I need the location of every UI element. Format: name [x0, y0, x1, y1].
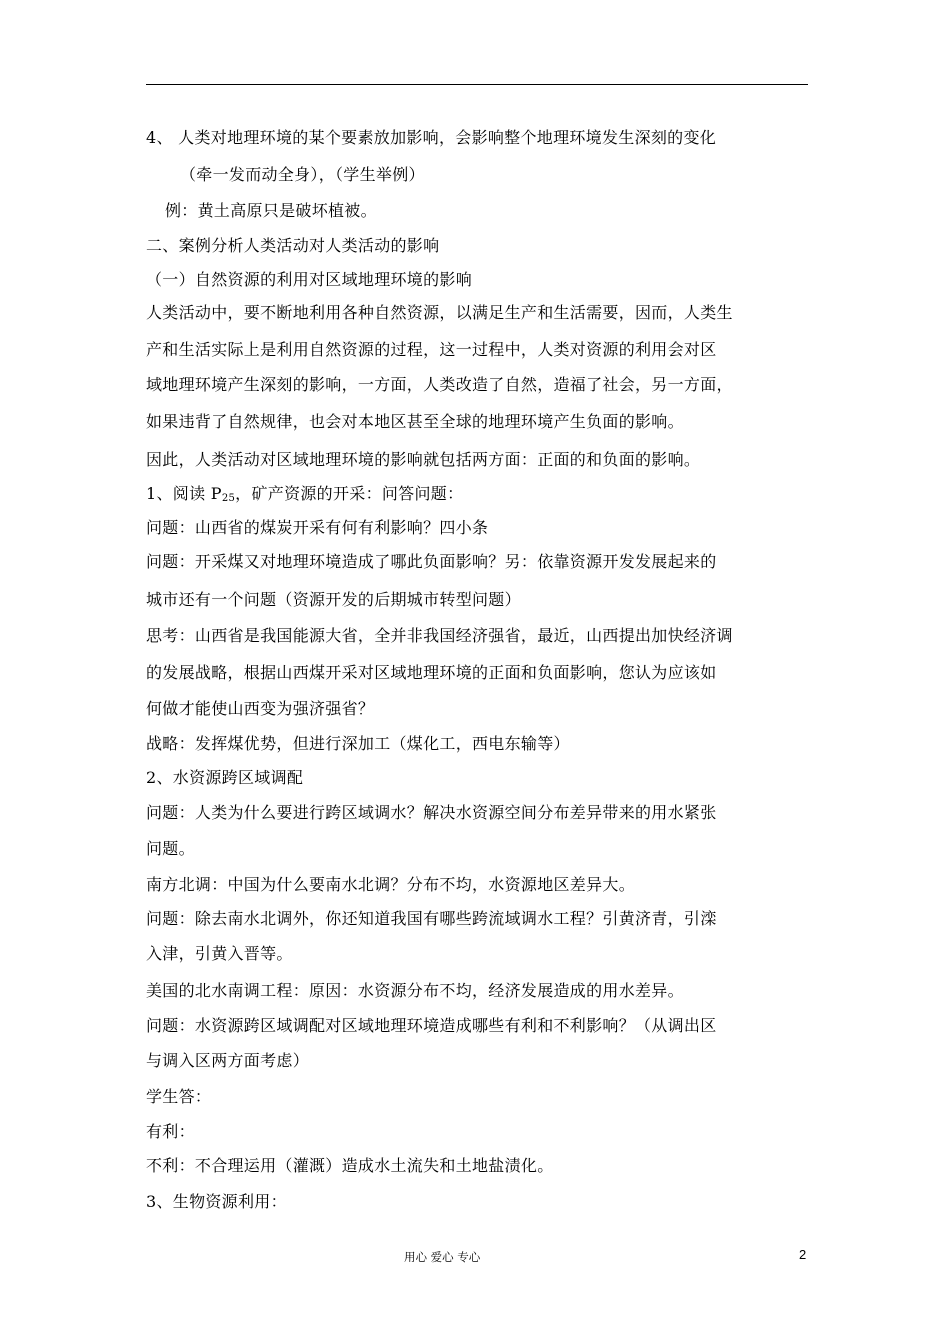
subsection-heading: （一）自然资源的利用对区域地理环境的影响	[146, 270, 473, 289]
text-line: 南方北调：中国为什么要南水北调？分布不均，水资源地区差异大。	[146, 875, 636, 894]
text-line: 例：黄土高原只是破坏植被。	[165, 201, 377, 220]
text-line: 人类活动中，要不断地利用各种自然资源，以满足生产和生活需要，因而，人类生	[146, 303, 733, 322]
text-line: 城市还有一个问题（资源开发的后期城市转型问题）	[146, 590, 521, 609]
text-line: 思考：山西省是我国能源大省，全并非我国经济强省，最近，山西提出加快经济调	[146, 626, 733, 645]
text-line: 有利：	[146, 1122, 195, 1141]
text-line: 不利：不合理运用（灌溉）造成水土流失和土地盐渍化。	[146, 1156, 554, 1175]
reading-suffix: ，矿产资源的开采：问答问题：	[235, 484, 464, 503]
text-line: 学生答：	[146, 1087, 212, 1106]
text-line: 美国的北水南调工程：原因：水资源分布不均，经济发展造成的用水差异。	[146, 981, 684, 1000]
text-line: 何做才能使山西变为强济强省？	[146, 699, 375, 718]
text-line: 如果违背了自然规律，也会对本地区甚至全球的地理环境产生负面的影响。	[146, 412, 684, 431]
footer-motto: 用心 爱心 专心	[404, 1250, 481, 1264]
text-line: 入津，引黄入晋等。	[146, 944, 293, 963]
text-line: 问题：开采煤又对地理环境造成了哪此负面影响？另：依靠资源开发发展起来的	[146, 552, 717, 571]
text-line: 2、水资源跨区域调配	[146, 768, 304, 787]
reading-prefix: 1、阅读 P	[146, 484, 222, 503]
reading-line	[146, 484, 463, 504]
text-line: 战略：发挥煤优势，但进行深加工（煤化工，西电东输等）	[146, 734, 570, 753]
page-number: 2	[799, 1247, 807, 1262]
text-line: 域地理环境产生深刻的影响，一方面，人类改造了自然，造福了社会，另一方面，	[146, 375, 733, 394]
text-line: 4、 人类对地理环境的某个要素放加影响，会影响整个地理环境发生深刻的变化	[146, 128, 717, 147]
text-line: 的发展战略，根据山西煤开采对区域地理环境的正面和负面影响，您认为应该如	[146, 663, 717, 682]
text-line: 问题：山西省的煤炭开采有何有利影响？四小条	[146, 518, 489, 537]
header-rule	[146, 84, 808, 85]
page-subscript: 25	[221, 493, 236, 504]
text-line: 因此，人类活动对区域地理环境的影响就包括两方面：正面的和负面的影响。	[146, 450, 701, 469]
text-line: 问题。	[146, 839, 195, 858]
text-line: 3、生物资源利用：	[146, 1192, 287, 1211]
text-line: 问题：除去南水北调外，你还知道我国有哪些跨流域调水工程？引黄济青，引滦	[146, 909, 717, 928]
text-line: 问题：水资源跨区域调配对区域地理环境造成哪些有利和不利影响？（从调出区	[146, 1016, 717, 1035]
section-heading: 二、案例分析人类活动对人类活动的影响	[146, 236, 440, 255]
text-line: 产和生活实际上是利用自然资源的过程，这一过程中，人类对资源的利用会对区	[146, 340, 717, 359]
text-line: 与调入区两方面考虑）	[146, 1051, 310, 1070]
text-line: （牵一发而动全身），（学生举例）	[180, 165, 425, 184]
text-line: 问题：人类为什么要进行跨区域调水？解决水资源空间分布差异带来的用水紧张	[146, 803, 717, 822]
